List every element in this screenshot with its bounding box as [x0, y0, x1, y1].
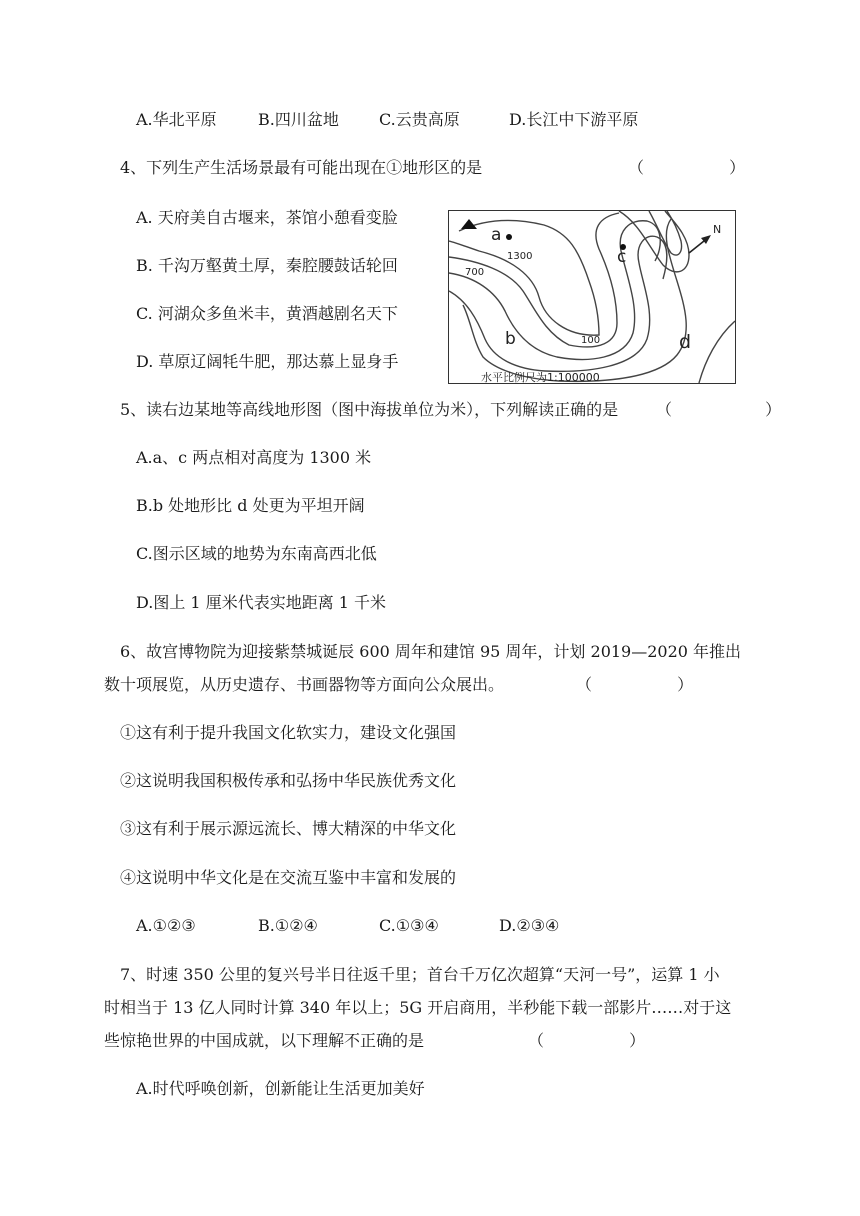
q5-answer-paren[interactable]: （ ）: [656, 400, 826, 419]
point-a-marker: [506, 234, 512, 240]
peak-triangle-icon: [461, 219, 477, 229]
q7-answer-paren[interactable]: （ ）: [528, 1031, 686, 1050]
q6-stem-line-1: 6、故宫博物院为迎接紫禁城诞辰 600 周年和建馆 95 周年，计划 2019—2020 年推出: [120, 642, 742, 661]
map-scale: 水平比例尺为1:100000: [481, 371, 600, 384]
map-label-d: d: [679, 331, 692, 353]
q4-option-b[interactable]: B. 千沟万壑黄土厚，秦腔腰鼓话轮回: [136, 256, 398, 275]
map-label-a: a: [491, 225, 502, 245]
map-label-b: b: [505, 329, 516, 349]
q4-option-a[interactable]: A. 天府美自古堰来，茶馆小憩看变脸: [136, 208, 398, 227]
q6-statement-3: ③这有利于展示源远流长、博大精深的中华文化: [120, 819, 457, 838]
contour-label-700: 700: [465, 267, 485, 278]
q7-option-a[interactable]: A.时代呼唤创新，创新能让生活更加美好: [136, 1079, 425, 1098]
contour-map: [448, 210, 736, 384]
q6-option-b[interactable]: B.①②④: [258, 916, 318, 935]
q6-statement-1: ①这有利于提升我国文化软实力，建设文化强国: [120, 723, 457, 742]
q6-option-d[interactable]: D.②③④: [499, 916, 560, 935]
q3-option-a[interactable]: A.华北平原: [136, 110, 217, 129]
q4-answer-paren[interactable]: （ ）: [628, 158, 786, 177]
q3-option-c[interactable]: C.云贵高原: [379, 110, 460, 129]
q7-stem-line-2: 时相当于 13 亿人同时计算 340 年以上；5G 开启商用，半秒能下载一部影片……对于这: [104, 998, 732, 1017]
contour-label-100: 100: [581, 335, 601, 346]
q7-stem-line-1: 7、时速 350 公里的复兴号半日往返千里；首台千万亿次超算“天河一号”，运算 1 小: [120, 965, 720, 984]
q4-option-c[interactable]: C. 河湖众多鱼米丰，黄酒越剧名天下: [136, 304, 398, 323]
q6-option-a[interactable]: A.①②③: [136, 916, 196, 935]
map-label-c: c: [617, 247, 627, 267]
q7-stem-line-3: 些惊艳世界的中国成就，以下理解不正确的是: [104, 1031, 425, 1050]
q3-option-d[interactable]: D.长江中下游平原: [509, 110, 639, 129]
q5-option-c[interactable]: C.图示区域的地势为东南高西北低: [136, 544, 377, 563]
q3-option-b[interactable]: B.四川盆地: [258, 110, 339, 129]
q6-answer-paren[interactable]: （ ）: [576, 675, 734, 694]
q5-stem: 5、读右边某地等高线地形图（图中海拔单位为米），下列解读正确的是: [120, 400, 619, 419]
north-arrow-icon: [689, 235, 711, 253]
q5-option-b[interactable]: B.b 处地形比 d 处更为平坦开阔: [136, 496, 365, 515]
q6-statement-2: ②这说明我国积极传承和弘扬中华民族优秀文化: [120, 771, 457, 790]
q5-option-a[interactable]: A.a、c 两点相对高度为 1300 米: [136, 448, 372, 467]
q4-stem: 4、下列生产生活场景最有可能出现在①地形区的是: [120, 158, 483, 177]
q6-statement-4: ④这说明中华文化是在交流互鉴中丰富和发展的: [120, 868, 457, 887]
q4-option-d[interactable]: D. 草原辽阔牦牛肥，那达慕上显身手: [136, 352, 399, 371]
q6-option-c[interactable]: C.①③④: [379, 916, 439, 935]
q6-stem-line-2: 数十项展览，从历史遗存、书画器物等方面向公众展出。: [104, 675, 505, 694]
map-label-north: N: [713, 223, 722, 236]
contour-label-1300: 1300: [507, 251, 533, 262]
q5-option-d[interactable]: D.图上 1 厘米代表实地距离 1 千米: [136, 593, 387, 612]
